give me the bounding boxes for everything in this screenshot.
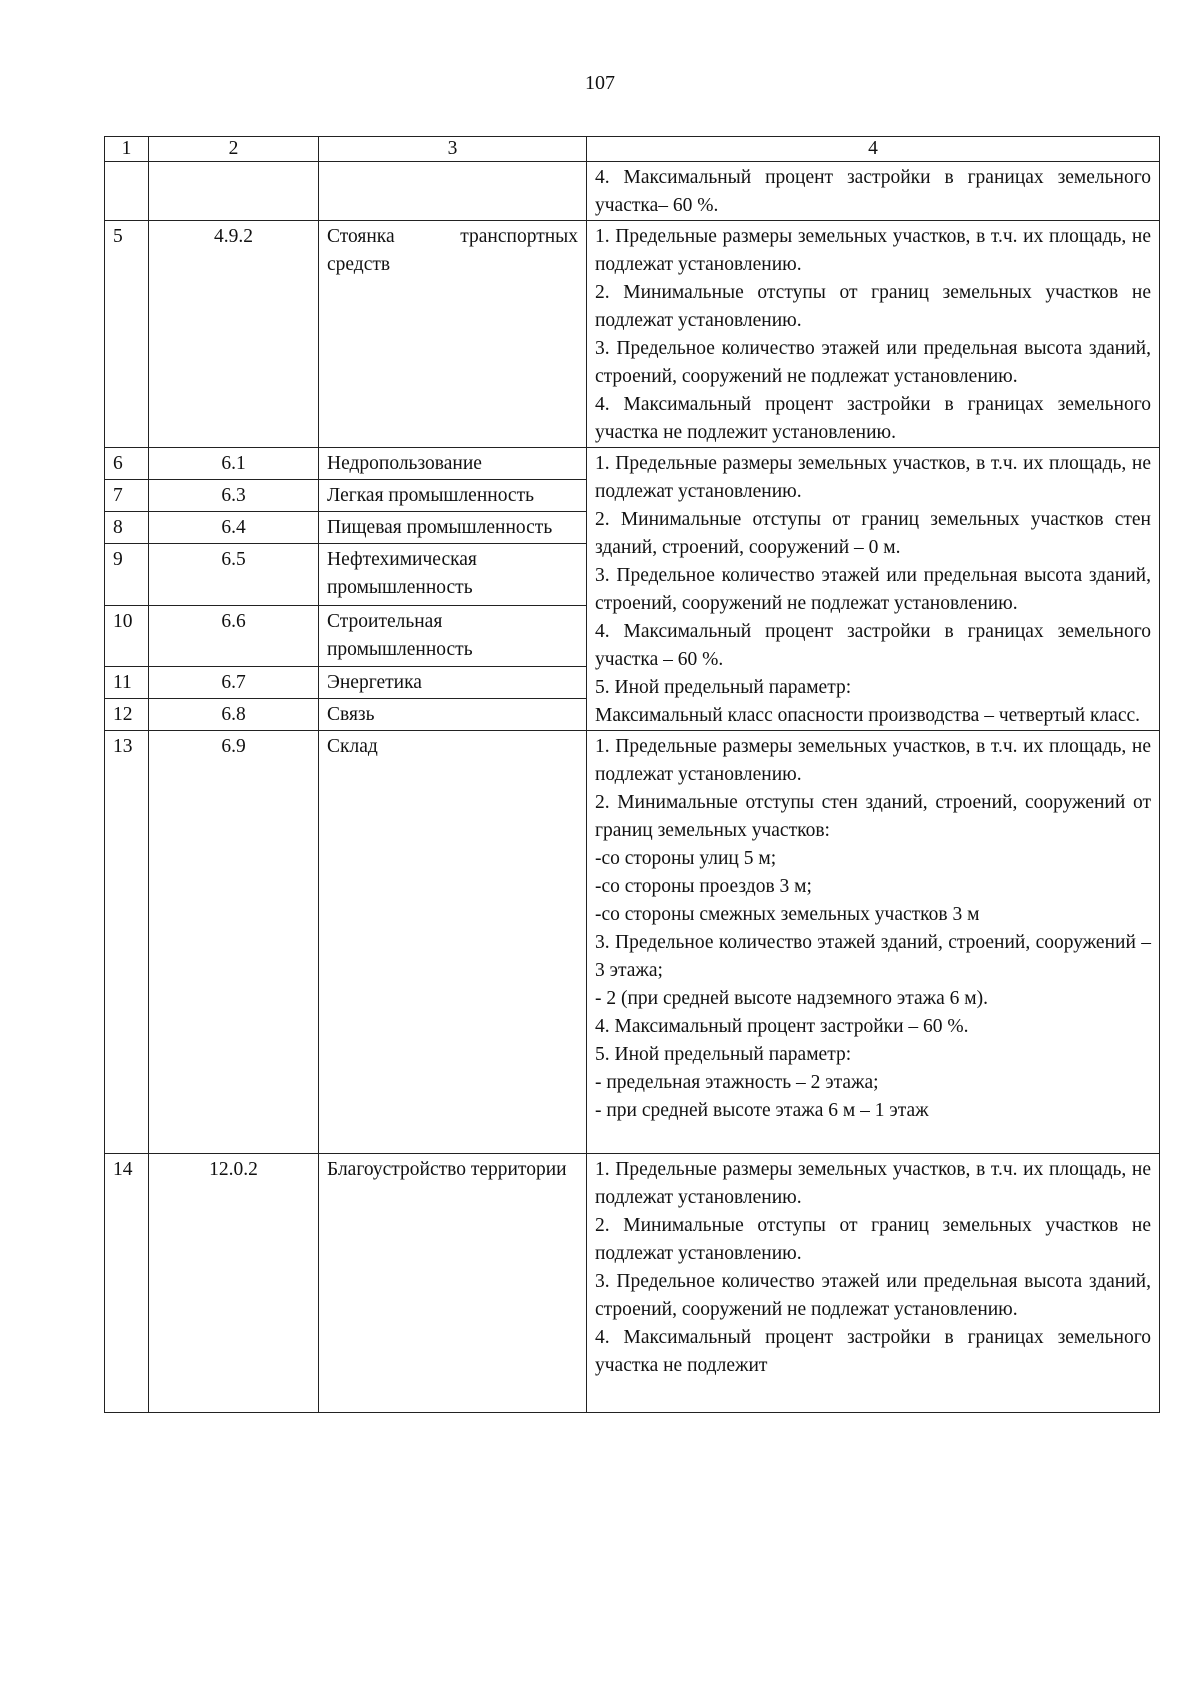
param-line: 2. Минимальные отступы от границ земельных участков стен зданий, строений, сооружений – 0 м. [595,509,1151,558]
param-line: Максимальный класс опасности производства – четвертый класс. [595,705,1141,726]
param-line: 5. Иной предельный параметр: [595,677,852,698]
use-name: Благоустройство территории [319,1154,587,1413]
row-number: 5 [105,221,149,448]
param-line: -со стороны улиц 5 м; [595,848,777,869]
table-row [105,162,1160,221]
use-name: Строительная промышленность [319,605,587,666]
row-number: 6 [105,448,149,480]
use-code: 12.0.2 [149,1154,319,1413]
row-number: 11 [105,666,149,698]
page-number: 107 [585,72,615,94]
param-line: 4. Максимальный процент застройки в границах земельного участка не подлежит [595,1327,1151,1376]
param-line: 1. Предельные размеры земельных участков, в т.ч. их площадь, не подлежат установлению. [595,1159,1151,1208]
header-col-1: 1 [105,137,149,162]
param-line: 4. Максимальный процент застройки в границах земельного участка– 60 %. [595,167,1151,216]
use-name: Нефтехимическая промышленность [319,544,587,605]
header-row [105,137,1160,162]
param-line: -со стороны проездов 3 м; [595,876,812,897]
params-cell [587,1154,1160,1413]
param-line: 2. Минимальные отступы стен зданий, строений, сооружений от границ земельных участков: [595,792,1151,841]
param-line: - предельная этажность – 2 этажа; [595,1072,879,1093]
use-name: Связь [319,698,587,730]
use-name: Склад [319,731,587,1154]
use-code: 6.7 [149,666,319,698]
use-code: 6.5 [149,544,319,605]
use-code: 6.1 [149,448,319,480]
param-line: 2. Минимальные отступы от границ земельных участков не подлежат установлению. [595,282,1151,331]
param-line: 2. Минимальные отступы от границ земельных участков не подлежат установлению. [595,1215,1151,1264]
header-col-4: 4 [587,137,1160,162]
params-cell [587,162,1160,221]
use-name: Пищевая промышленность [319,512,587,544]
param-line: - 2 (при средней высоте надземного этажа 6 м). [595,988,989,1009]
row-number: 12 [105,698,149,730]
row-number: 13 [105,731,149,1154]
use-name: Легкая промышленность [319,480,587,512]
use-code: 6.4 [149,512,319,544]
use-code: 6.9 [149,731,319,1154]
header-col-2: 2 [149,137,319,162]
param-line: 3. Предельное количество этажей зданий, строений, сооружений – 3 этажа; [595,932,1151,981]
params-cell [587,731,1160,1154]
use-name: Недропользование [319,448,587,480]
params-cell [587,221,1160,448]
use-name: Стоянка транспортных средств [319,221,587,448]
param-line: 4. Максимальный процент застройки в границах земельного участка не подлежит установлению. [595,394,1151,443]
table-row [105,221,1160,448]
use-code: 6.3 [149,480,319,512]
param-line: 5. Иной предельный параметр: [595,1044,852,1065]
row-number: 7 [105,480,149,512]
param-line: 3. Предельное количество этажей или предельная высота зданий, строений, сооружений не подлежат установлению. [595,338,1151,387]
param-line: -со стороны смежных земельных участков 3 м [595,904,980,925]
row-number: 10 [105,605,149,666]
zoning-parameters-table [104,136,1160,1413]
table-row [105,731,1160,1154]
shared-params-cell [587,448,1160,731]
row-number: 9 [105,544,149,605]
use-code: 6.6 [149,605,319,666]
row-number: 14 [105,1154,149,1413]
row-number: 8 [105,512,149,544]
header-col-3: 3 [319,137,587,162]
param-line: 1. Предельные размеры земельных участков, в т.ч. их площадь, не подлежат установлению. [595,736,1151,785]
param-line: 3. Предельное количество этажей или предельная высота зданий, строений, сооружений не подлежат установлению. [595,565,1151,614]
param-line: 4. Максимальный процент застройки – 60 %. [595,1016,969,1037]
param-line: - при средней высоте этажа 6 м – 1 этаж [595,1100,929,1121]
table-row [105,1154,1160,1413]
param-line: 1. Предельные размеры земельных участков, в т.ч. их площадь, не подлежат установлению. [595,453,1151,502]
use-code: 4.9.2 [149,221,319,448]
param-line: 3. Предельное количество этажей или предельная высота зданий, строений, сооружений не подлежат установлению. [595,1271,1151,1320]
table-row [105,448,1160,480]
param-line: 4. Максимальный процент застройки в границах земельного участка – 60 %. [595,621,1151,670]
param-line: 1. Предельные размеры земельных участков, в т.ч. их площадь, не подлежат установлению. [595,226,1151,275]
use-name: Энергетика [319,666,587,698]
use-code: 6.8 [149,698,319,730]
